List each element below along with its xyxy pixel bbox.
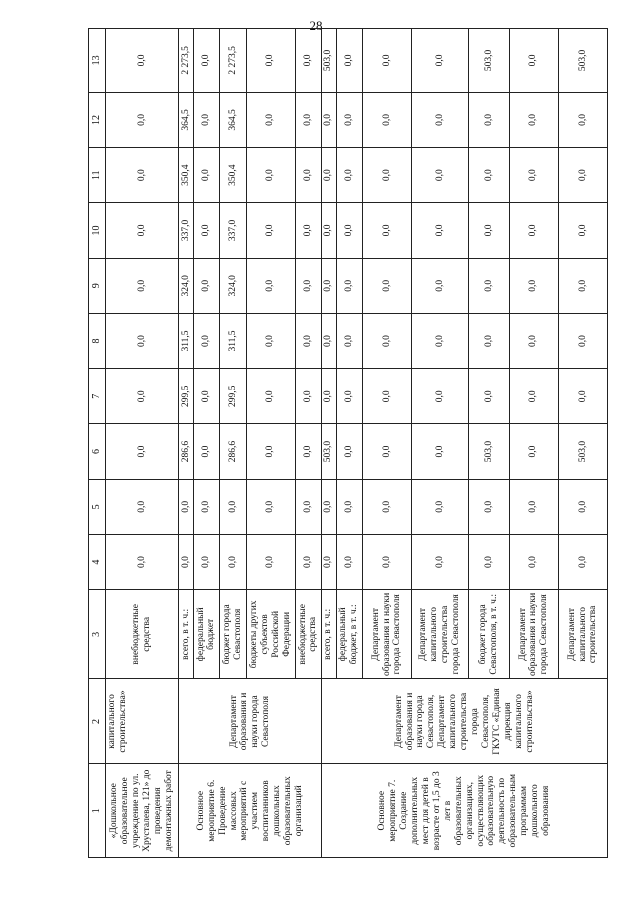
value-cell: 0,0 [336,258,363,313]
value-cell: 0,0 [246,203,295,258]
executor-cell: Департамент образования и науки города Севастополя [179,679,322,764]
rotated-table-wrapper [88,28,608,858]
value-cell: 0,0 [558,479,607,534]
source-cell: бюджеты других субъектов Российской Федерации [246,590,295,679]
value-cell: 0,0 [509,203,558,258]
source-cell: Департамент образования и науки города Севастополя [509,590,558,679]
value-cell: 0,0 [363,313,412,368]
value-cell: 503,0 [322,424,336,479]
col-header: 2 [89,679,106,764]
value-cell: 0,0 [193,92,220,147]
value-cell: 0,0 [106,534,179,589]
value-cell: 0,0 [509,424,558,479]
value-cell: 0,0 [412,424,469,479]
value-cell: 0,0 [412,29,469,93]
value-cell: 324,0 [220,258,247,313]
value-cell: 0,0 [193,534,220,589]
value-cell: 0,0 [363,258,412,313]
value-cell: 503,0 [558,424,607,479]
value-cell: 0,0 [363,29,412,93]
value-cell: 0,0 [179,479,193,534]
value-cell: 0,0 [295,369,322,424]
value-cell: 0,0 [246,29,295,93]
value-cell: 0,0 [106,29,179,93]
col-header: 4 [89,534,106,589]
value-cell: 0,0 [558,258,607,313]
source-cell: Департамент образования и науки города Севастополя [363,590,412,679]
col-header: 10 [89,203,106,258]
value-cell: 0,0 [295,92,322,147]
value-cell: 364,5 [179,92,193,147]
value-cell: 0,0 [322,203,336,258]
value-cell: 0,0 [295,313,322,368]
value-cell: 0,0 [336,534,363,589]
page-number: 28 [309,18,323,33]
value-cell: 0,0 [193,258,220,313]
value-cell: 0,0 [336,148,363,203]
value-cell: 0,0 [322,258,336,313]
value-cell: 0,0 [295,258,322,313]
value-cell: 0,0 [509,534,558,589]
value-cell: 0,0 [363,203,412,258]
value-cell: 0,0 [363,534,412,589]
value-cell: 0,0 [469,148,510,203]
event-name-cell: Основное мероприятие 7. Создание дополнительных мест для детей в возрасте от 1,5 до 3 лет в образовательных организациях, осуществляющих образовательную деятельность по образователь-ным программам дошкольного образования [322,764,608,858]
value-cell: 0,0 [363,424,412,479]
value-cell: 0,0 [295,148,322,203]
value-cell: 299,5 [220,369,247,424]
table-row [106,29,179,858]
col-header: 6 [89,424,106,479]
value-cell: 299,5 [179,369,193,424]
value-cell: 364,5 [220,92,247,147]
value-cell: 503,0 [322,29,336,93]
value-cell: 286,6 [220,424,247,479]
value-cell: 0,0 [509,258,558,313]
value-cell: 0,0 [469,258,510,313]
value-cell: 0,0 [412,479,469,534]
value-cell: 0,0 [412,369,469,424]
value-cell: 503,0 [469,424,510,479]
value-cell: 0,0 [106,424,179,479]
value-cell: 503,0 [558,29,607,93]
value-cell: 0,0 [246,534,295,589]
value-cell: 0,0 [509,313,558,368]
value-cell: 0,0 [220,534,247,589]
value-cell: 0,0 [336,92,363,147]
value-cell: 0,0 [336,313,363,368]
value-cell: 0,0 [412,313,469,368]
value-cell: 0,0 [469,313,510,368]
value-cell: 0,0 [246,369,295,424]
event-name-cell: Основное мероприятие 6. Проведение массовых мероприятий с участием воспитанников дошкольных образовательных организаций [179,764,322,858]
value-cell: 0,0 [246,148,295,203]
value-cell: 0,0 [220,479,247,534]
executor-cell: Департамент образования и науки города Севастополя, Департамент капитального строительства города Севастополя, ГКУГС «Единая дирекция капитального строительства» [322,679,608,764]
value-cell: 0,0 [193,29,220,93]
value-cell: 0,0 [246,92,295,147]
value-cell: 0,0 [193,313,220,368]
value-cell: 0,0 [322,148,336,203]
value-cell: 0,0 [469,369,510,424]
value-cell: 0,0 [246,258,295,313]
value-cell: 311,5 [179,313,193,368]
col-header: 13 [89,29,106,93]
value-cell: 337,0 [220,203,247,258]
value-cell: 0,0 [363,479,412,534]
value-cell: 0,0 [246,424,295,479]
col-header: 9 [89,258,106,313]
value-cell: 311,5 [220,313,247,368]
value-cell: 0,0 [558,203,607,258]
col-header: 7 [89,369,106,424]
value-cell: 0,0 [469,203,510,258]
value-cell: 0,0 [509,148,558,203]
value-cell: 0,0 [295,424,322,479]
col-header: 1 [89,764,106,858]
source-cell: федеральный бюджет [193,590,220,679]
value-cell: 0,0 [558,369,607,424]
value-cell: 0,0 [336,424,363,479]
col-header: 5 [89,479,106,534]
value-cell: 2 273,5 [220,29,247,93]
value-cell: 0,0 [246,479,295,534]
value-cell: 0,0 [246,313,295,368]
value-cell: 0,0 [179,534,193,589]
value-cell: 0,0 [193,203,220,258]
value-cell: 0,0 [106,258,179,313]
table-header-row [89,29,106,858]
source-cell: Департамент капитального строительства [558,590,607,679]
table-row [322,29,336,858]
executor-cell: капитального строительства» [106,679,179,764]
value-cell: 0,0 [322,313,336,368]
value-cell: 0,0 [509,369,558,424]
value-cell: 0,0 [509,29,558,93]
source-cell: всего, в т. ч.: [322,590,336,679]
value-cell: 0,0 [295,29,322,93]
value-cell: 0,0 [363,369,412,424]
value-cell: 0,0 [412,203,469,258]
source-cell: бюджет города Севастополя, в т. ч.: [469,590,510,679]
event-name-cell: «Дошкольное образовательное учреждение по ул. Хрусталева, 121» до проведения демонтажных работ [106,764,179,858]
value-cell: 0,0 [193,479,220,534]
value-cell: 0,0 [193,424,220,479]
table-row [179,29,193,858]
value-cell: 0,0 [106,148,179,203]
value-cell: 0,0 [363,92,412,147]
source-cell: внебюджетные средства [106,590,179,679]
value-cell: 0,0 [509,479,558,534]
value-cell: 0,0 [412,148,469,203]
value-cell: 0,0 [106,479,179,534]
value-cell: 0,0 [106,369,179,424]
value-cell: 0,0 [558,148,607,203]
col-header: 8 [89,313,106,368]
value-cell: 0,0 [558,92,607,147]
col-header: 12 [89,92,106,147]
value-cell: 0,0 [412,258,469,313]
value-cell: 0,0 [412,92,469,147]
value-cell: 0,0 [295,479,322,534]
col-header: 11 [89,148,106,203]
value-cell: 0,0 [106,203,179,258]
value-cell: 0,0 [336,29,363,93]
value-cell: 0,0 [469,92,510,147]
value-cell: 337,0 [179,203,193,258]
value-cell: 0,0 [336,479,363,534]
value-cell: 0,0 [469,534,510,589]
value-cell: 0,0 [558,313,607,368]
value-cell: 0,0 [363,148,412,203]
source-cell: федеральный бюджет, в т. ч.: [336,590,363,679]
value-cell: 0,0 [412,534,469,589]
value-cell: 0,0 [106,92,179,147]
value-cell: 0,0 [295,203,322,258]
value-cell: 0,0 [193,148,220,203]
value-cell: 0,0 [322,92,336,147]
source-cell: Департамент капитального строительства города Севастополя [412,590,469,679]
value-cell: 0,0 [336,203,363,258]
budget-table [88,28,608,858]
value-cell: 2 273,5 [179,29,193,93]
value-cell: 0,0 [469,479,510,534]
value-cell: 503,0 [469,29,510,93]
value-cell: 0,0 [322,534,336,589]
value-cell: 350,4 [220,148,247,203]
source-cell: внебюджетные средства [295,590,322,679]
value-cell: 0,0 [322,479,336,534]
value-cell: 0,0 [106,313,179,368]
source-cell: бюджет города Севастополя [220,590,247,679]
value-cell: 0,0 [336,369,363,424]
source-cell: всего, в т. ч.: [179,590,193,679]
value-cell: 0,0 [193,369,220,424]
col-header: 3 [89,590,106,679]
value-cell: 0,0 [322,369,336,424]
value-cell: 0,0 [295,534,322,589]
value-cell: 350,4 [179,148,193,203]
value-cell: 286,6 [179,424,193,479]
value-cell: 0,0 [509,92,558,147]
value-cell: 324,0 [179,258,193,313]
value-cell: 0,0 [558,534,607,589]
